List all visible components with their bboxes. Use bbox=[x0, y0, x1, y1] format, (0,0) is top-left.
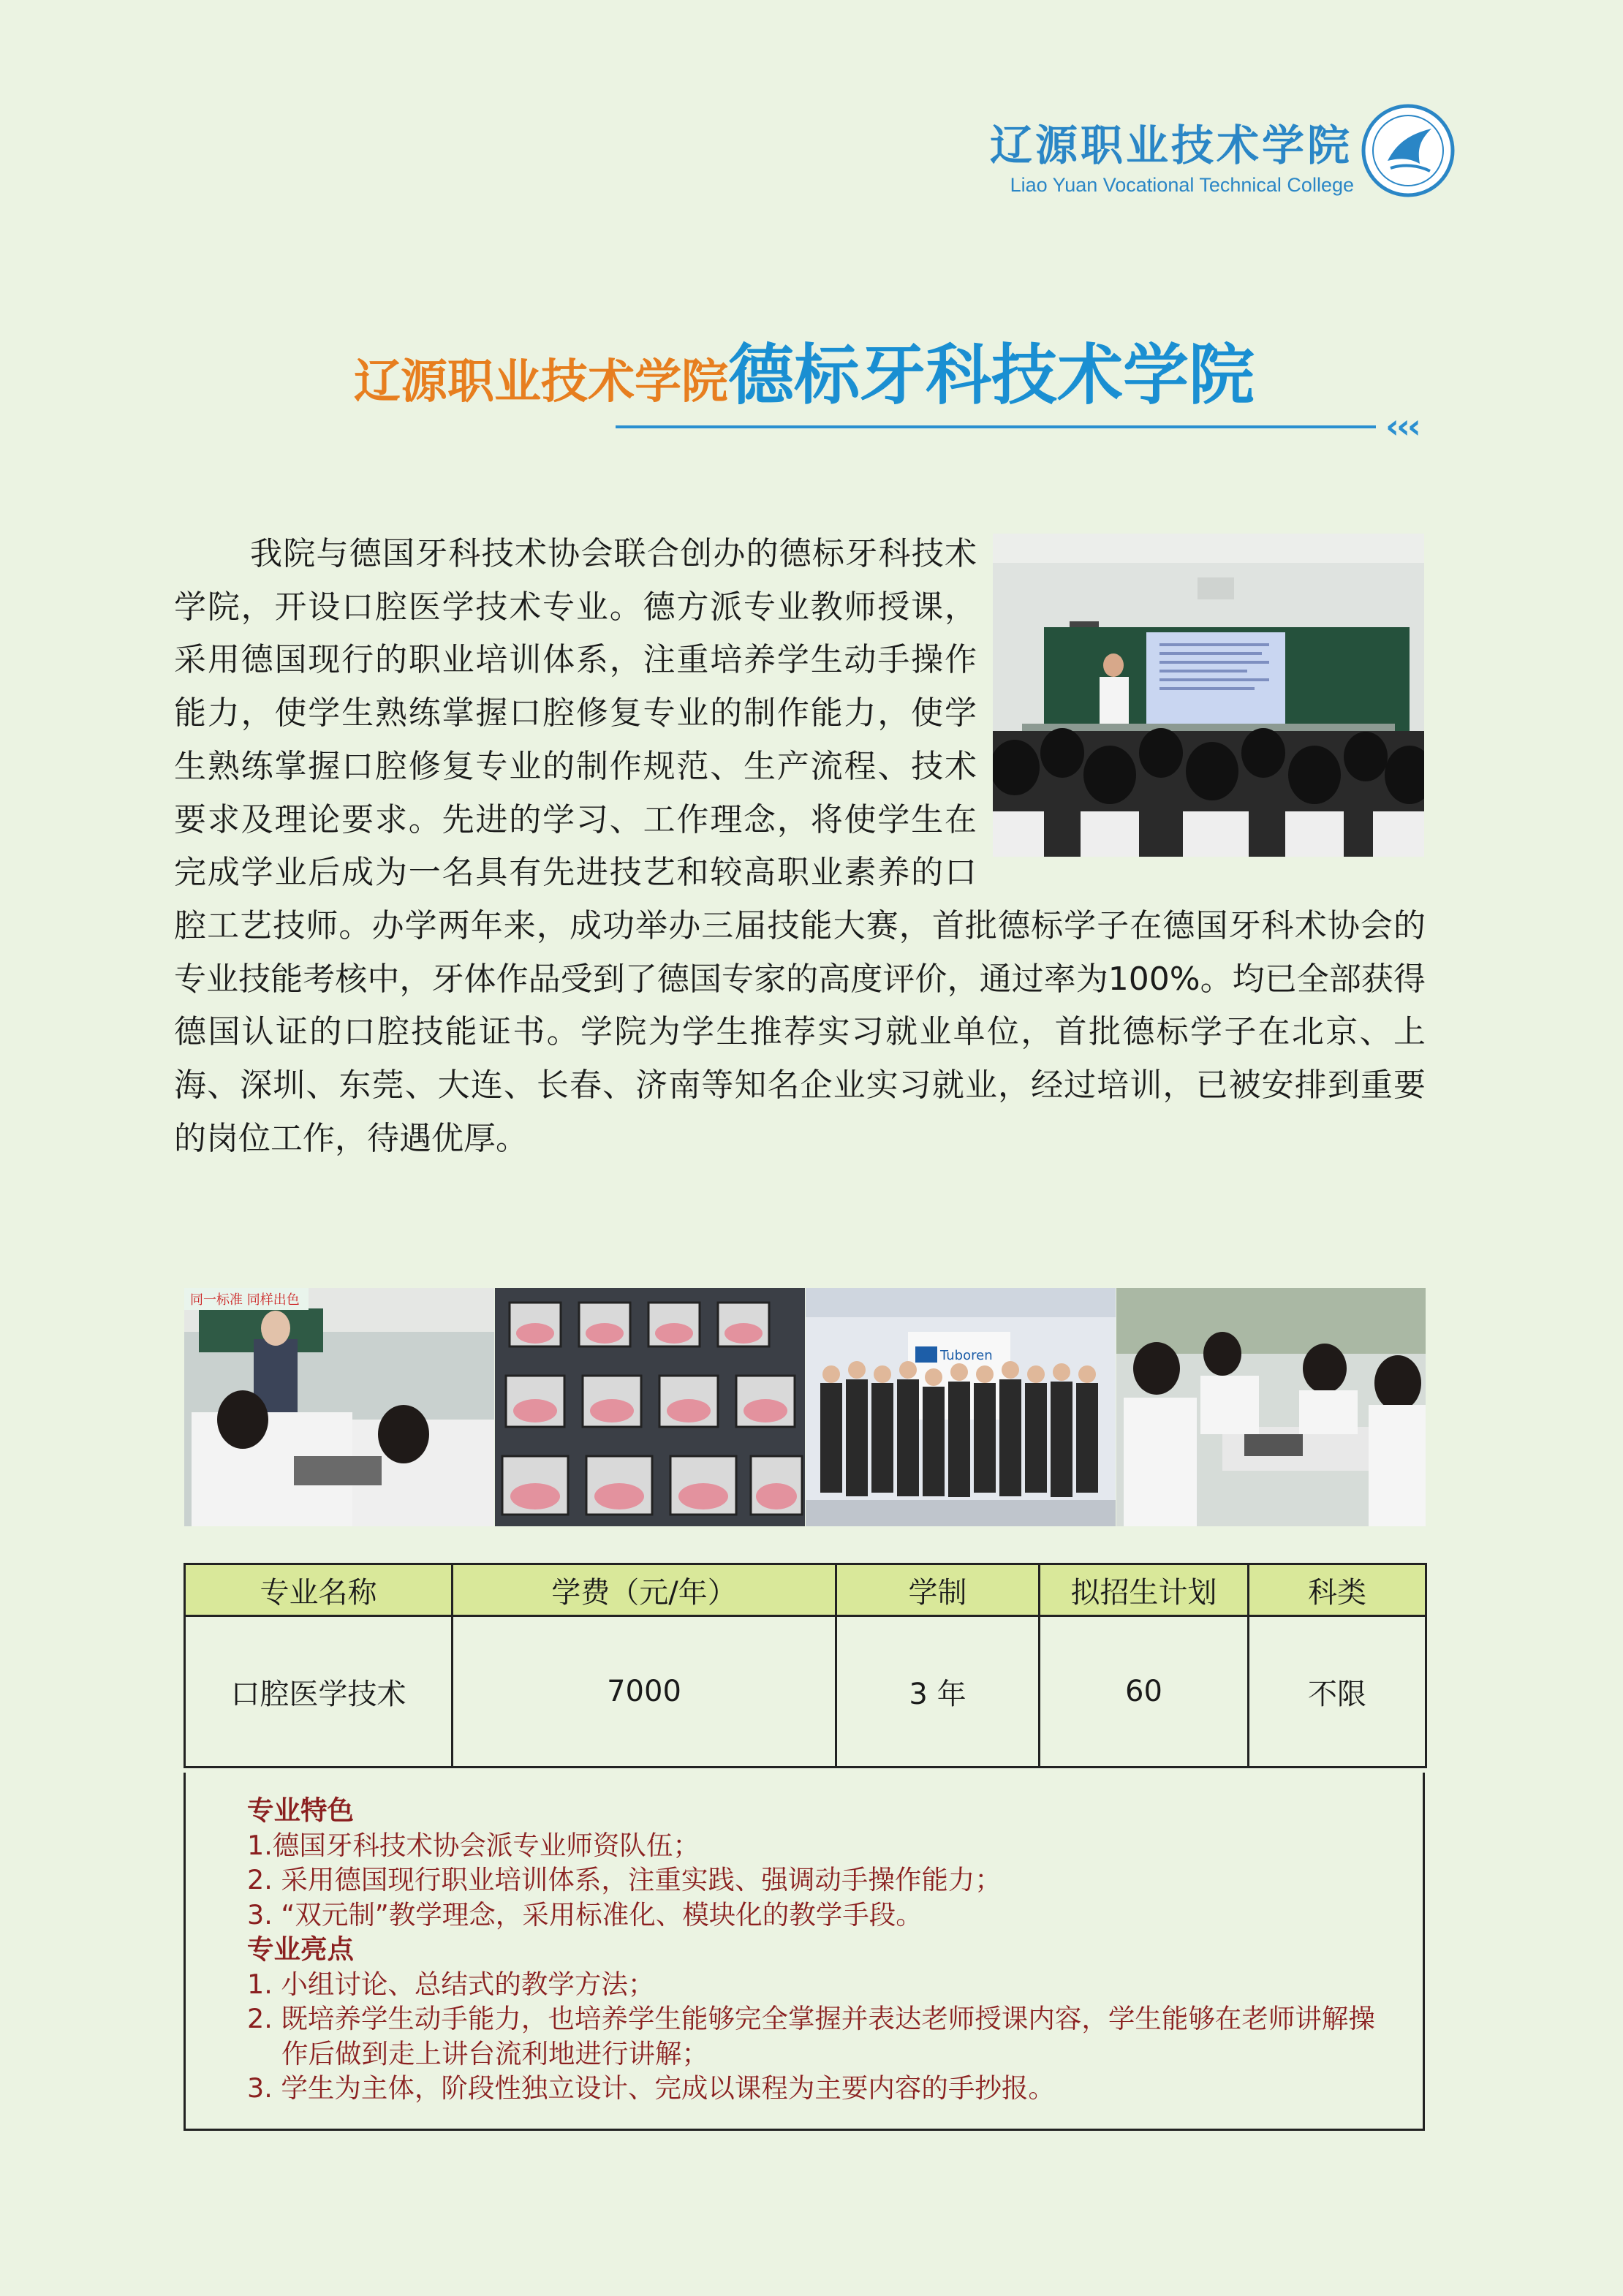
highlight-item: 3. 学生为主体，阶段性独立设计、完成以课程为主要内容的手抄报。 bbox=[247, 2072, 1055, 2104]
cell-enrollment-plan: 60 bbox=[1040, 1616, 1249, 1768]
title-college: 辽源职业技术学院 bbox=[354, 355, 728, 409]
highlight-item: 2. 既培养学生动手能力，也培养学生能够完全掌握并表达老师授课内容，学生能够在老师讲解操作后做到走上讲台流利地进行讲解； bbox=[247, 2003, 1375, 2069]
photo-strip bbox=[184, 1288, 1426, 1526]
cell-duration: 3 年 bbox=[836, 1616, 1040, 1768]
triple-chevron-left-icon: ‹‹‹ bbox=[1385, 406, 1418, 446]
table-header-row bbox=[185, 1564, 1426, 1616]
group-photo-sign: Tuboren bbox=[940, 1348, 993, 1363]
intro-paragraph bbox=[174, 528, 1426, 1165]
header-tuition: 学费（元/年） bbox=[453, 1564, 836, 1616]
strip-caption: 同一标准 同样出色 bbox=[190, 1292, 300, 1308]
cell-tuition: 7000 bbox=[453, 1616, 836, 1768]
header-category: 科类 bbox=[1249, 1564, 1426, 1616]
program-table bbox=[184, 1563, 1427, 1768]
students-workshop-photo bbox=[1116, 1288, 1426, 1526]
feature-item: 3. “双元制”教学理念，采用标准化、模块化的教学手段。 bbox=[247, 1898, 923, 1931]
title-underline bbox=[616, 425, 1376, 428]
feature-item: 2. 采用德国现行职业培训体系，注重实践、强调动手操作能力； bbox=[247, 1864, 1002, 1895]
header-program-name: 专业名称 bbox=[185, 1564, 453, 1616]
features-box bbox=[184, 1773, 1425, 2131]
highlight-item: 1. 小组讨论、总结式的教学方法； bbox=[247, 1968, 655, 2000]
photo-wrap-spacer bbox=[977, 528, 1426, 883]
cell-program-name: 口腔医学技术 bbox=[185, 1616, 453, 1768]
features-heading: 专业特色 bbox=[247, 1795, 354, 1826]
logo-name-en: Liao Yuan Vocational Technical College bbox=[1010, 174, 1354, 196]
feature-item: 1.德国牙科技术协会派专业师资队伍； bbox=[247, 1829, 700, 1861]
table-row bbox=[185, 1616, 1426, 1768]
college-logo bbox=[965, 101, 1455, 203]
intro-text: 我院与德国牙科技术协会联合创办的德标牙科技术学院，开设口腔医学技术专业。德方派专业教师授课，采用德国现行的职业培训体系，注重培养学生动手操作能力，使学生熟练掌握口腔修复专业的制作能力，使学生熟练掌握口腔修复专业的制作规范、生产流程、技术要求及理论要求。先进的学习、工作理念，将使学生在完成学业后成为一名具有先进技艺和较高职业素养的口腔工艺技师。办学两年来，成功举办三届技能大赛，首批德标学子在德国牙科术协会的专业技能考核中，牙体作品受到了德国专家的高度评价，通过率为100%。均已全部获得德国认证的口腔技能证书。学院为学生推荐实习就业单位，首批德标学子在北京、上海、深圳、东莞、大连、长春、济南等知名企业实习就业，经过培训，已被安排到重要的岗位工作，待遇优厚。 bbox=[174, 535, 1426, 1157]
title-school: 德标牙科技术学院 bbox=[728, 337, 1255, 414]
lab-training-photo bbox=[184, 1288, 494, 1526]
header-enrollment-plan: 拟招生计划 bbox=[1040, 1564, 1249, 1616]
college-seal-icon bbox=[1361, 104, 1455, 197]
logo-name-cn: 辽源职业技术学院 bbox=[989, 121, 1352, 170]
header-duration: 学制 bbox=[836, 1564, 1040, 1616]
page-title bbox=[354, 322, 1255, 417]
highlights-heading: 专业亮点 bbox=[247, 1933, 354, 1965]
dental-models-photo bbox=[495, 1288, 805, 1526]
cell-category: 不限 bbox=[1249, 1616, 1426, 1768]
group-photo bbox=[806, 1288, 1116, 1526]
